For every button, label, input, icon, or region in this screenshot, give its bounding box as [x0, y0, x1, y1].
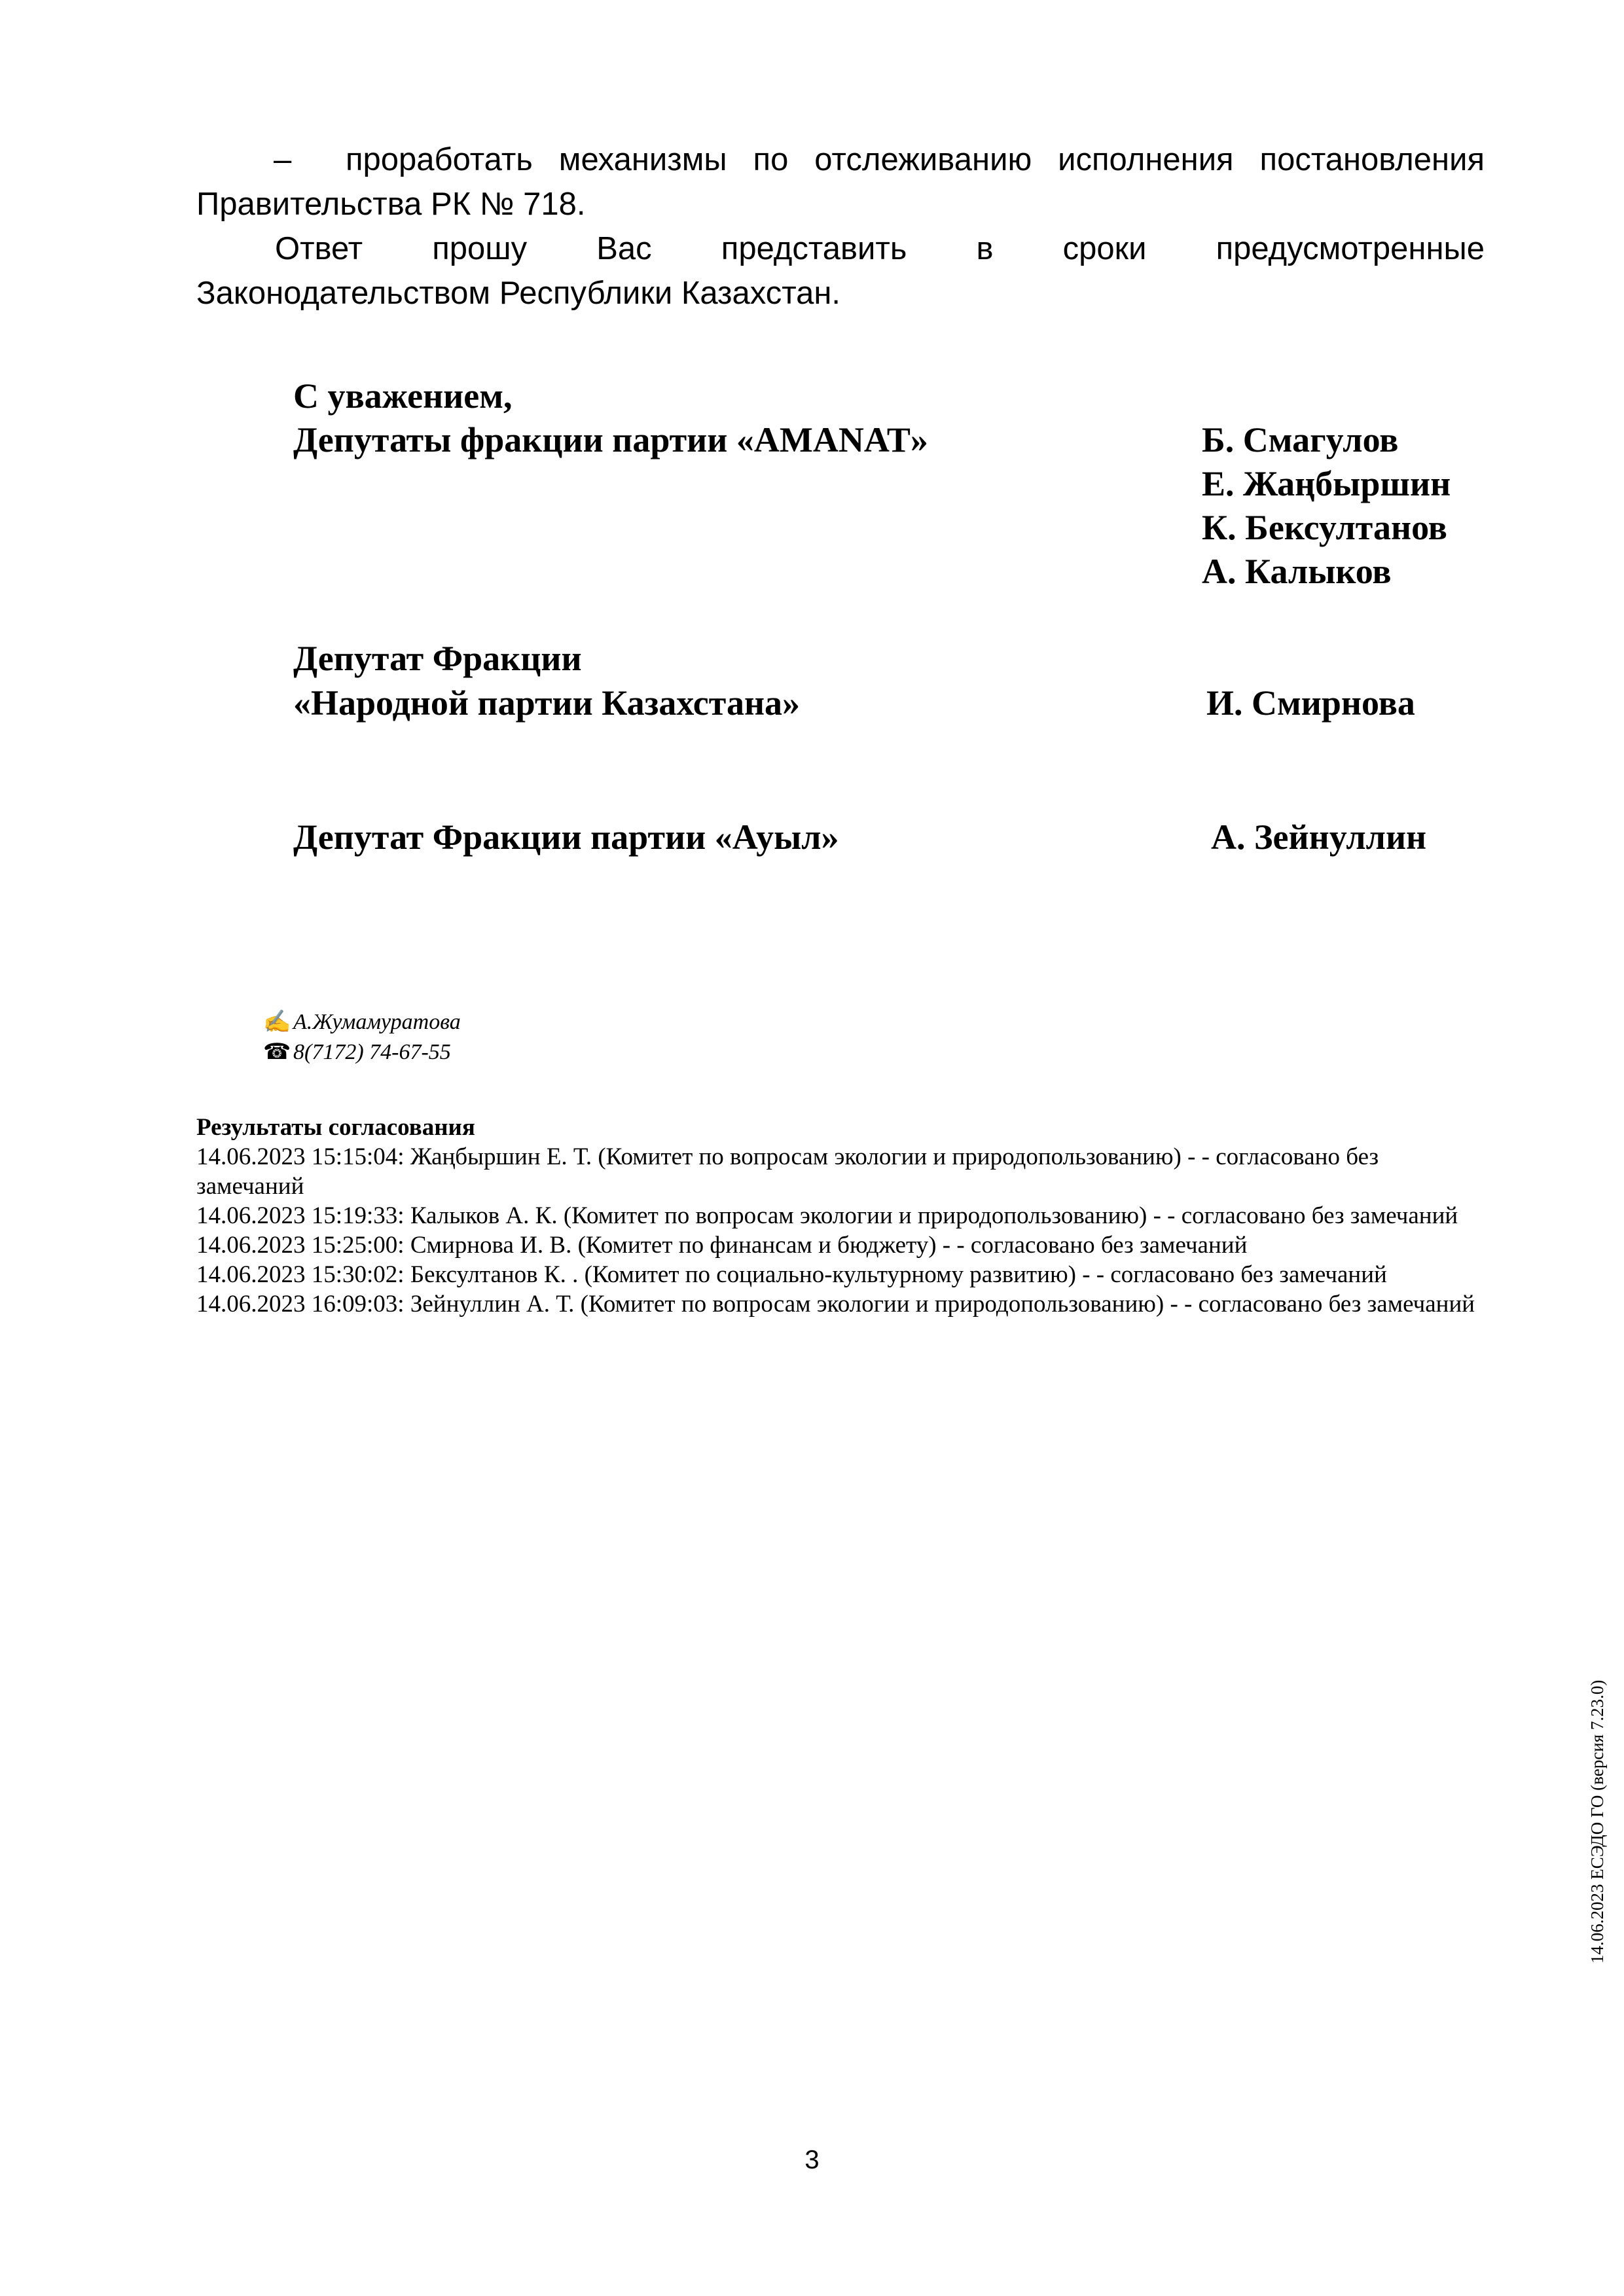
amanat-label: Депутаты фракции партии «AMANAT»: [293, 420, 928, 459]
executor-name-line: [263, 1008, 461, 1037]
request-line-2: Законодательством Республики Казахстан.: [196, 276, 841, 311]
approval-entry: 14.06.2023 15:25:00: Смирнова И. В. (Комитет по финансам и бюджету) - - согласовано без замечаний: [196, 1232, 1248, 1259]
approval-results: [196, 1113, 1479, 1319]
edo-stamp: 14.06.2023 ЕСЭДО ГО (версия 7.23.0): [1587, 1679, 1607, 1964]
item-text: проработать механизмы по отслеживанию исполнения постановления Правительства РК № 718.: [196, 142, 1485, 222]
approval-entry: 14.06.2023 15:19:33: Калыков А. К. (Комитет по вопросам экологии и природопользованию) - - согласовано без замечаний: [196, 1202, 1458, 1229]
pen-icon: ✍: [263, 1010, 291, 1034]
dash: –: [274, 142, 292, 177]
list-item: [196, 137, 1485, 226]
executor-phone: 8(7172) 74-67-55: [293, 1040, 451, 1064]
body-text: [196, 137, 1485, 315]
request-line: Ответ прошу Вас представить в сроки предусмотренные: [275, 231, 1485, 266]
signer-name: А. Калыков: [1202, 552, 1392, 591]
people-label-1: Депутат Фракции: [293, 639, 582, 678]
approval-entry: 14.06.2023 16:09:03: Зейнуллин А. Т. (Комитет по вопросам экологии и природопользованию) - - согласовано без замечаний: [196, 1291, 1475, 1318]
signer-name: И. Смирнова: [1206, 683, 1415, 723]
people-label-2: «Народной партии Казахстана»: [293, 683, 801, 723]
executor-name: А.Жумамуратова: [293, 1010, 461, 1034]
approval-entry: 14.06.2023 15:15:04: Жаңбыршин Е. Т. (Комитет по вопросам экологии и природопользованию) - - согласовано без замечаний: [196, 1143, 1379, 1200]
signer-name: А. Зейнуллин: [1211, 817, 1427, 857]
approval-entry: 14.06.2023 15:30:02: Бексултанов К. . (Комитет по социально-культурному развитию) - - согласовано без замечаний: [196, 1261, 1387, 1288]
auyl-label: Депутат Фракции партии «Ауыл»: [293, 817, 839, 857]
signer-name: Б. Смагулов: [1202, 420, 1399, 459]
greeting: С уважением,: [293, 376, 513, 416]
signer-name: Е. Жаңбыршин: [1202, 464, 1451, 503]
phone-icon: ☎: [263, 1040, 291, 1064]
executor-phone-line: [263, 1038, 451, 1067]
approval-title: Результаты согласования: [196, 1114, 475, 1141]
page-number: 3: [804, 2145, 820, 2174]
signer-name: К. Бексултанов: [1202, 508, 1447, 547]
